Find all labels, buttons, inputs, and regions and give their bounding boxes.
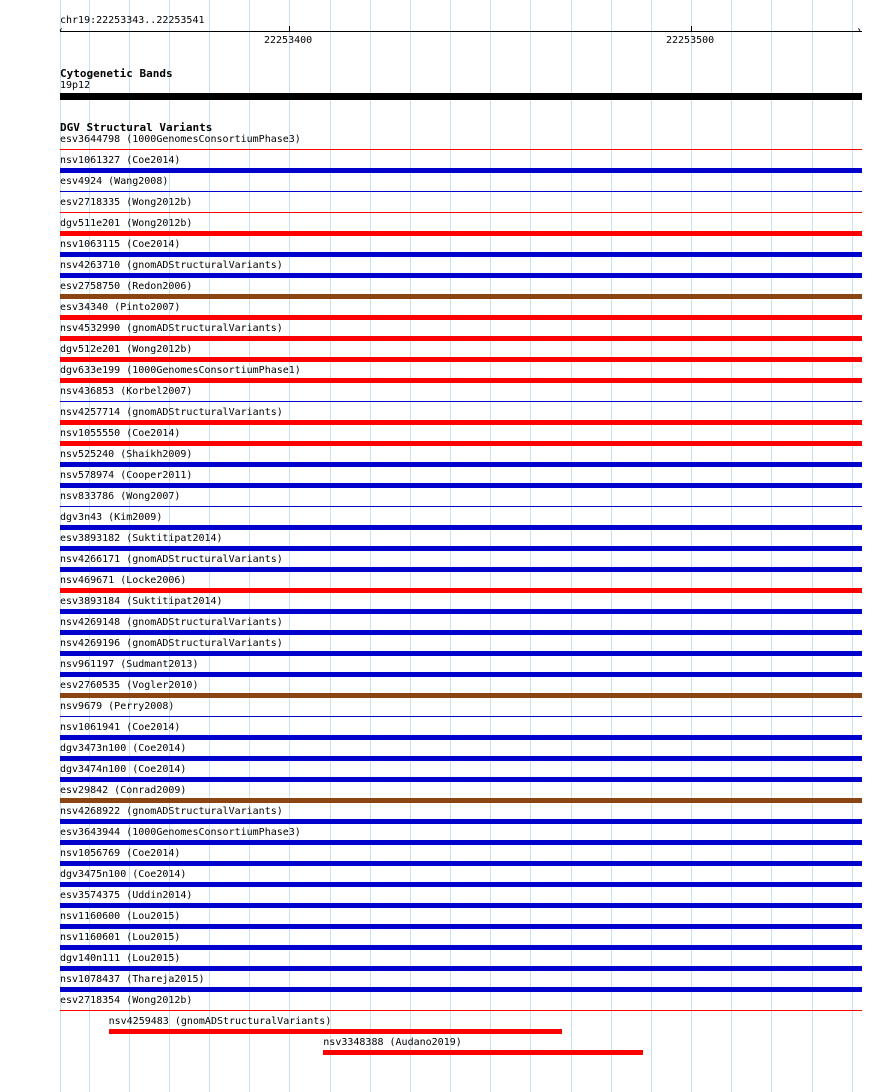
variant-label[interactable]: dgv3475n100 (Coe2014) bbox=[60, 869, 187, 880]
variant-bar[interactable] bbox=[60, 693, 862, 698]
variant-label[interactable]: dgv3n43 (Kim2009) bbox=[60, 512, 163, 523]
variant-label[interactable]: nsv9679 (Perry2008) bbox=[60, 701, 175, 712]
variant-bar[interactable] bbox=[60, 651, 862, 656]
cytoband-bar[interactable] bbox=[60, 93, 862, 100]
variant-label[interactable]: nsv469671 (Locke2006) bbox=[60, 575, 187, 586]
variant-bar[interactable] bbox=[60, 945, 862, 950]
variant-label[interactable]: nsv1160600 (Lou2015) bbox=[60, 911, 181, 922]
variant-label[interactable]: nsv4259483 (gnomADStructuralVariants) bbox=[108, 1016, 332, 1027]
variant-bar[interactable] bbox=[60, 506, 862, 507]
variant-bar[interactable] bbox=[60, 630, 862, 635]
variant-label[interactable]: nsv1056769 (Coe2014) bbox=[60, 848, 181, 859]
variant-label[interactable]: esv29842 (Conrad2009) bbox=[60, 785, 187, 796]
variant-label[interactable]: nsv4268922 (gnomADStructuralVariants) bbox=[60, 806, 283, 817]
variant-bar[interactable] bbox=[60, 401, 862, 402]
variant-bar[interactable] bbox=[60, 1010, 862, 1011]
variant-label[interactable]: esv3574375 (Uddin2014) bbox=[60, 890, 193, 901]
variant-bar[interactable] bbox=[60, 483, 862, 488]
variant-label[interactable]: esv3893182 (Suktitipat2014) bbox=[60, 533, 223, 544]
variant-label[interactable]: nsv4269196 (gnomADStructuralVariants) bbox=[60, 638, 283, 649]
variant-bar[interactable] bbox=[60, 882, 862, 887]
cytoband-name: 19p12 bbox=[60, 80, 91, 91]
variant-bar[interactable] bbox=[60, 357, 862, 362]
variant-label[interactable]: dgv3473n100 (Coe2014) bbox=[60, 743, 187, 754]
variant-bar[interactable] bbox=[60, 777, 862, 782]
variant-label[interactable]: esv4924 (Wang2008) bbox=[60, 176, 169, 187]
variant-label[interactable]: dgv3474n100 (Coe2014) bbox=[60, 764, 187, 775]
variant-label[interactable]: nsv436853 (Korbel2007) bbox=[60, 386, 193, 397]
variant-bar[interactable] bbox=[60, 840, 862, 845]
variant-label[interactable]: nsv1055550 (Coe2014) bbox=[60, 428, 181, 439]
variant-bar[interactable] bbox=[60, 798, 862, 803]
variant-bar[interactable] bbox=[60, 252, 862, 257]
variant-bar[interactable] bbox=[60, 567, 862, 572]
variant-label[interactable]: nsv4532990 (gnomADStructuralVariants) bbox=[60, 323, 283, 334]
variant-bar[interactable] bbox=[60, 212, 862, 213]
ruler-right-arrow-icon[interactable]: › bbox=[856, 25, 863, 36]
variant-label[interactable]: nsv578974 (Cooper2011) bbox=[60, 470, 193, 481]
variant-bar[interactable] bbox=[60, 420, 862, 425]
variant-bar[interactable] bbox=[60, 756, 862, 761]
variant-label[interactable]: nsv1160601 (Lou2015) bbox=[60, 932, 181, 943]
variant-bar[interactable] bbox=[60, 924, 862, 929]
dgv-track-title[interactable]: DGV Structural Variants bbox=[60, 121, 213, 134]
variant-label[interactable]: nsv4266171 (gnomADStructuralVariants) bbox=[60, 554, 283, 565]
variant-label[interactable]: nsv4263710 (gnomADStructuralVariants) bbox=[60, 260, 283, 271]
variant-label[interactable]: esv2760535 (Vogler2010) bbox=[60, 680, 199, 691]
variant-label[interactable]: esv3893184 (Suktitipat2014) bbox=[60, 596, 223, 607]
variant-label[interactable]: esv3644798 (1000GenomesConsortiumPhase3) bbox=[60, 134, 301, 145]
variant-bar[interactable] bbox=[60, 966, 862, 971]
variant-bar[interactable] bbox=[60, 819, 862, 824]
variant-bar[interactable] bbox=[60, 149, 862, 150]
variant-bar[interactable] bbox=[60, 441, 862, 446]
variant-bar[interactable] bbox=[60, 525, 862, 530]
ruler-tick bbox=[289, 26, 290, 32]
variant-label[interactable]: nsv4269148 (gnomADStructuralVariants) bbox=[60, 617, 283, 628]
ruler-axis-line bbox=[60, 31, 862, 32]
ruler-left-arrow-icon[interactable]: ‹ bbox=[58, 25, 65, 36]
variant-bar[interactable] bbox=[60, 294, 862, 299]
variant-bar[interactable] bbox=[109, 1029, 563, 1034]
ruler-tick-label: 22253400 bbox=[264, 35, 313, 46]
cytoband-track-title[interactable]: Cytogenetic Bands bbox=[60, 67, 173, 80]
variant-label[interactable]: esv2718354 (Wong2012b) bbox=[60, 995, 193, 1006]
variant-bar[interactable] bbox=[60, 231, 862, 236]
variant-bar[interactable] bbox=[60, 546, 862, 551]
variant-label[interactable]: nsv1063115 (Coe2014) bbox=[60, 239, 181, 250]
variant-label[interactable]: nsv1078437 (Thareja2015) bbox=[60, 974, 205, 985]
variant-bar[interactable] bbox=[60, 336, 862, 341]
variant-label[interactable]: esv3643944 (1000GenomesConsortiumPhase3) bbox=[60, 827, 301, 838]
variant-label[interactable]: esv2758750 (Redon2006) bbox=[60, 281, 193, 292]
variant-bar[interactable] bbox=[60, 168, 862, 173]
variant-label[interactable]: nsv3348388 (Audano2019) bbox=[323, 1037, 462, 1048]
variant-bar[interactable] bbox=[60, 191, 862, 192]
variant-label[interactable]: nsv1061941 (Coe2014) bbox=[60, 722, 181, 733]
variant-bar[interactable] bbox=[60, 273, 862, 278]
variant-bar[interactable] bbox=[60, 903, 862, 908]
variant-label[interactable]: dgv511e201 (Wong2012b) bbox=[60, 218, 193, 229]
variant-label[interactable]: nsv1061327 (Coe2014) bbox=[60, 155, 181, 166]
variant-label[interactable]: nsv833786 (Wong2007) bbox=[60, 491, 181, 502]
variant-bar[interactable] bbox=[60, 378, 862, 383]
variant-label[interactable]: esv2718335 (Wong2012b) bbox=[60, 197, 193, 208]
ruler-tick bbox=[691, 26, 692, 32]
variant-label[interactable]: nsv4257714 (gnomADStructuralVariants) bbox=[60, 407, 283, 418]
variant-bar[interactable] bbox=[323, 1050, 643, 1055]
variant-label[interactable]: dgv633e199 (1000GenomesConsortiumPhase1) bbox=[60, 365, 301, 376]
variant-bar[interactable] bbox=[60, 987, 862, 992]
ruler-tick-label: 22253500 bbox=[666, 35, 715, 46]
location-label: chr19:22253343..22253541 bbox=[60, 15, 205, 26]
variant-label[interactable]: dgv140n111 (Lou2015) bbox=[60, 953, 181, 964]
variant-bar[interactable] bbox=[60, 462, 862, 467]
variant-bar[interactable] bbox=[60, 861, 862, 866]
variant-label[interactable]: nsv961197 (Sudmant2013) bbox=[60, 659, 199, 670]
variant-bar[interactable] bbox=[60, 315, 862, 320]
variant-label[interactable]: dgv512e201 (Wong2012b) bbox=[60, 344, 193, 355]
variant-label[interactable]: esv34340 (Pinto2007) bbox=[60, 302, 181, 313]
variant-bar[interactable] bbox=[60, 609, 862, 614]
variant-bar[interactable] bbox=[60, 588, 862, 593]
variant-bar[interactable] bbox=[60, 735, 862, 740]
variant-label[interactable]: nsv525240 (Shaikh2009) bbox=[60, 449, 193, 460]
variant-bar[interactable] bbox=[60, 716, 862, 717]
variant-bar[interactable] bbox=[60, 672, 862, 677]
